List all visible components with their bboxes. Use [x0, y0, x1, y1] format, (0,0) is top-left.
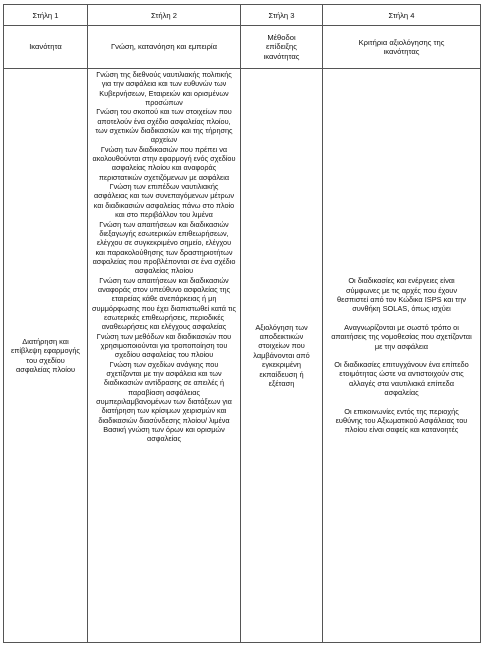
knowledge-item: Γνώση της διεθνούς ναυτιλιακής πολιτικής για την ασφάλεια και των ευθυνών των Κυβερνήσεων, Εταιρειών και ορισμένων προσώπων [96, 70, 232, 108]
criteria-cell [323, 69, 481, 643]
criteria-item: Οι διαδικασίες και ενέργειες είναι σύμφωνες με τις αρχές που έχουν θεσπιστεί από τον Κώδικα ISPS και την συνθήκη SOLAS, όπως ισχύει [337, 276, 466, 314]
knowledge-item: Γνώση των σχεδίων ανάγκης που σχετίζονται με την ασφάλεια και των διαδικασιών αντίδρασης σε απειλές ή παραβίαση ασφάλειας συμπεριλαμβανομένων των διατάξεων για διατήρηση των κρίσιμων χειρισμών και διαδικασιών διασύνδεσης πλοίου/ λιμένα [96, 359, 232, 425]
table-row [4, 69, 481, 643]
column-header-3: Στήλη 3 [241, 5, 323, 26]
criteria-item: Αναγνωρίζονται με σωστό τρόπο οι απαιτήσεις της νομοθεσίας που σχετίζονται με την ασφάλεια [331, 322, 472, 351]
column-title-row [4, 26, 481, 69]
header-methods: Μέθοδοι επίδειξης ικανότητας [241, 26, 323, 69]
header-criteria: Κριτήρια αξιολόγησης της ικανότητας [323, 26, 481, 69]
knowledge-item: Γνώση των απαιτήσεων και διαδικασιών αναφοράς στον υπεύθυνο ασφαλείας της εταιρείας κάθε ανεπάρκειας ή μη συμμόρφωσης που έχει διαπιστωθεί κατά τις εσωτερικές επιθεωρήσεις, περιοδικές αναθεωρήσεις και ελέγχους ασφαλείας [92, 275, 236, 332]
competence-table [3, 4, 481, 643]
column-header-4: Στήλη 4 [323, 5, 481, 26]
column-header-2: Στήλη 2 [88, 5, 241, 26]
knowledge-item: Βασική γνώση των όρων και ορισμών ασφαλείας [103, 425, 225, 444]
knowledge-cell [88, 69, 241, 643]
methods-cell: Αξιολόγηση των αποδεικτικών στοιχείων που λαμβάνονται από εγκεκριμένη εκπαίδευση ή εξέταση [241, 69, 323, 643]
knowledge-item: Γνώση των μεθόδων και διαδικασιών που χρησιμοποιούνται για τροποποίηση του σχεδίου ασφαλείας του πλοίου [96, 331, 232, 360]
knowledge-item: Γνώση των επιπέδων ναυτιλιακής ασφάλειας και των συνεπαγόμενων μέτρων και διαδικασιών ασφαλείας πάνω στο πλοίο και στο περιβάλλον του λιμένα [93, 182, 235, 220]
competence-cell: Διατήρηση και επίβλεψη εφαρμογής του σχεδίου ασφαλείας πλοίου [4, 69, 88, 643]
header-competence: Ικανότητα [4, 26, 88, 69]
knowledge-item: Γνώση του σκοπού και των στοιχείων που αποτελούν ένα σχέδιο ασφαλείας πλοίου, των σχετικών διαδικασιών και της τήρησης αρχείων [95, 107, 233, 145]
criteria-item: Οι διαδικασίες επιτυγχάνουν ένα επίπεδο ετοιμότητας ώστε να αντιστοιχούν στις αλλαγές στα ναυτιλιακά επίπεδα ασφαλείας [334, 360, 469, 398]
column-number-row [4, 5, 481, 26]
header-knowledge: Γνώση, κατανόηση και εμπειρία [88, 26, 241, 69]
knowledge-item: Γνώση των απαιτήσεων και διαδικασιών διεξαγωγής εσωτερικών επιθεωρήσεων, ελέγχου σε συγκεκριμένο σημείο, ελέγχου και παρακολούθησης των δραστηριοτήτων ασφαλείας που προβλέπονται σε ένα σχέδιο ασφαλείας πλοίου [92, 219, 236, 276]
column-header-1: Στήλη 1 [4, 5, 88, 26]
criteria-item: Οι επικοινωνίες εντός της περιοχής ευθύνης του Αξιωματικού Ασφάλειας του πλοίου είναι σαφείς και κατανοητές [335, 406, 468, 435]
knowledge-item: Γνώση των διαδικασιών που πρέπει να ακολουθούνται στην εφαρμογή ενός σχεδίου ασφαλείας πλοίου και αναφοράς περιστατικών σχετιζόμενων με ασφάλεια [92, 144, 236, 182]
